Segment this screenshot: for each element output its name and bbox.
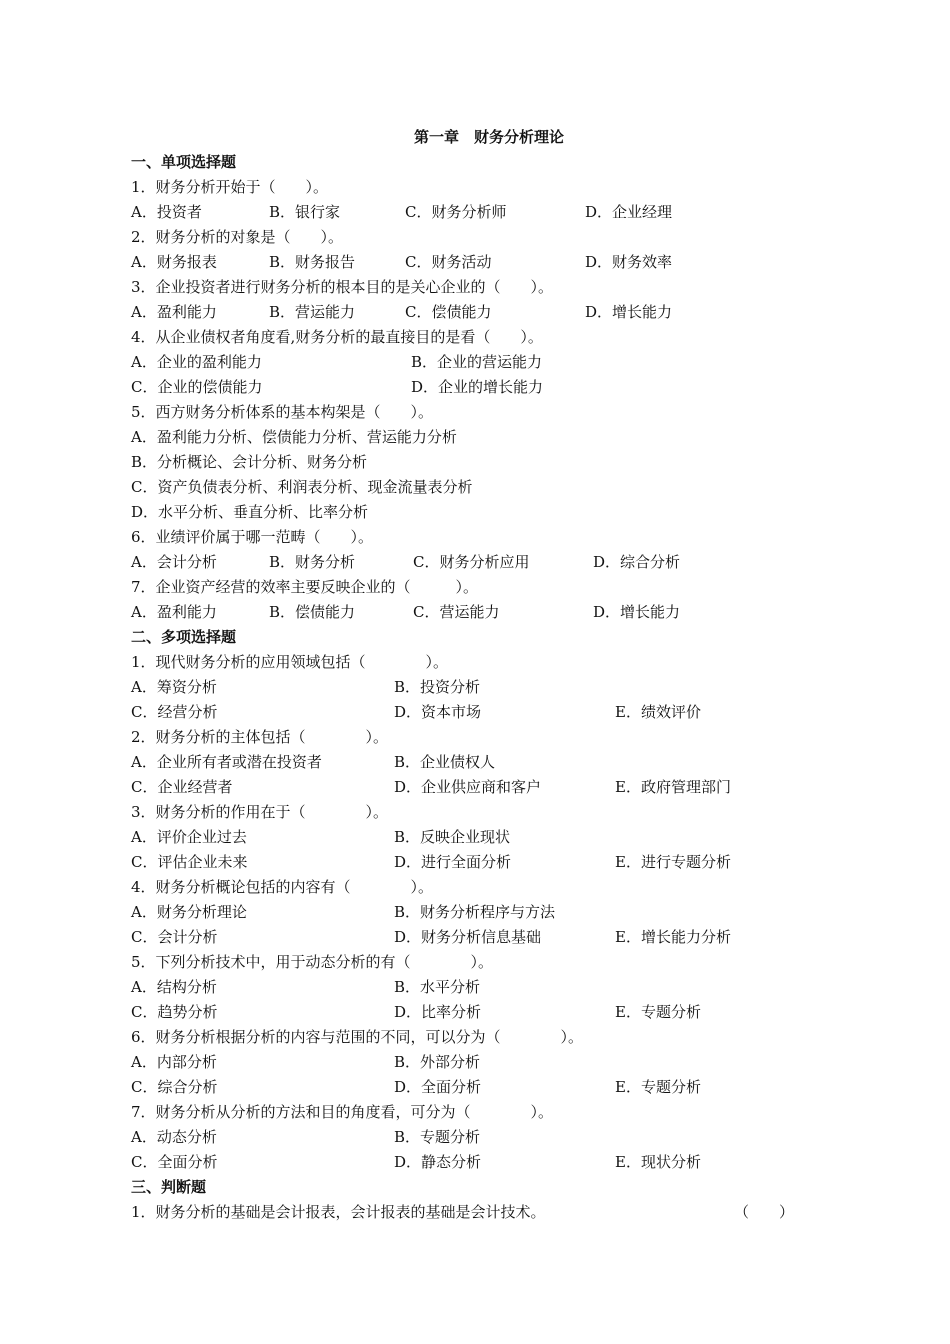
option-c: C．评估企业未来 (131, 853, 248, 871)
option-c: C．财务分析师 (405, 203, 507, 221)
option-c: C．营运能力 (413, 603, 500, 621)
option-d: D．资本市场 (394, 703, 482, 721)
options-row (131, 750, 831, 775)
option-a: A．结构分析 (131, 978, 217, 996)
options-row (131, 550, 831, 575)
option-d: D．增长能力 (593, 603, 681, 621)
option-a: A．动态分析 (131, 1128, 217, 1146)
option-d: D．增长能力 (585, 303, 673, 321)
options-row (131, 1125, 831, 1150)
option-a: A．财务报表 (131, 253, 217, 271)
question-2: 2．财务分析的主体包括（ ）。 (131, 728, 389, 746)
question-7: 7．企业资产经营的效率主要反映企业的（ ）。 (131, 578, 479, 596)
option-a: A．盈利能力 (131, 303, 217, 321)
question-1: 1．财务分析开始于（ ）。 (131, 178, 329, 196)
option-b: B．投资分析 (394, 678, 481, 696)
option-c: C．经营分析 (131, 703, 218, 721)
options-row (131, 300, 831, 325)
option-a: A．会计分析 (131, 553, 217, 571)
question-1: 1．现代财务分析的应用领域包括（ ）。 (131, 653, 449, 671)
option-c: C．资产负债表分析、利润表分析、现金流量表分析 (131, 478, 473, 496)
option-b: B．专题分析 (394, 1128, 481, 1146)
option-b: B．营运能力 (269, 303, 356, 321)
option-d: D．进行全面分析 (394, 853, 512, 871)
question-7: 7．财务分析从分析的方法和目的角度看，可分为（ ）。 (131, 1103, 554, 1121)
options-row (131, 900, 831, 925)
question-6: 6．业绩评价属于哪一范畴（ ）。 (131, 528, 374, 546)
section-heading-single-choice: 一、单项选择题 (131, 153, 237, 171)
option-b: B．企业债权人 (394, 753, 496, 771)
question-1: 1．财务分析的基础是会计报表，会计报表的基础是会计技术。 (131, 1203, 546, 1221)
section-heading-true-false: 三、判断题 (131, 1178, 207, 1196)
options-row (131, 975, 831, 1000)
question-5: 5．西方财务分析体系的基本构架是（ ）。 (131, 403, 434, 421)
option-d: D．企业的增长能力 (411, 378, 544, 396)
option-d: D．全面分析 (394, 1078, 482, 1096)
option-b: B．企业的营运能力 (411, 353, 543, 371)
question-4: 4．从企业债权者角度看,财务分析的最直接目的是看（ ）。 (131, 328, 543, 346)
option-d: D．综合分析 (593, 553, 681, 571)
option-e: E．专题分析 (615, 1078, 701, 1096)
option-c: C．全面分析 (131, 1153, 218, 1171)
option-c: C．企业经营者 (131, 778, 233, 796)
option-c: C．趋势分析 (131, 1003, 218, 1021)
options-row (131, 350, 831, 375)
question-3: 3．企业投资者进行财务分析的根本目的是关心企业的（ ）。 (131, 278, 554, 296)
option-b: B．分析概论、会计分析、财务分析 (131, 453, 368, 471)
section-heading-multiple-choice: 二、多项选择题 (131, 628, 237, 646)
option-a: A．投资者 (131, 203, 202, 221)
option-a: A．企业所有者或潜在投资者 (131, 753, 322, 771)
option-b: B．偿债能力 (269, 603, 356, 621)
option-b: B．反映企业现状 (394, 828, 511, 846)
option-a: A．企业的盈利能力 (131, 353, 262, 371)
option-d: D．静态分析 (394, 1153, 482, 1171)
options-row (131, 675, 831, 700)
options-row (131, 375, 831, 400)
option-a: A．盈利能力分析、偿债能力分析、营运能力分析 (131, 428, 457, 446)
option-b: B．水平分析 (394, 978, 481, 996)
option-a: A．评价企业过去 (131, 828, 247, 846)
options-row (131, 925, 831, 950)
option-a: A．内部分析 (131, 1053, 217, 1071)
option-d: D．财务效率 (585, 253, 673, 271)
options-row (131, 1150, 831, 1175)
question-5: 5．下列分析技术中，用于动态分析的有（ ）。 (131, 953, 494, 971)
option-c: C．偿债能力 (405, 303, 492, 321)
option-e: E．现状分析 (615, 1153, 701, 1171)
option-b: B．财务分析 (269, 553, 356, 571)
question-3: 3．财务分析的作用在于（ ）。 (131, 803, 389, 821)
option-b: B．外部分析 (394, 1053, 481, 1071)
option-e: E．绩效评价 (615, 703, 701, 721)
option-b: B．财务报告 (269, 253, 356, 271)
question-6: 6．财务分析根据分析的内容与范围的不同，可以分为（ ）。 (131, 1028, 584, 1046)
chapter-title: 第一章 财务分析理论 (413, 128, 564, 146)
options-row (131, 1050, 831, 1075)
option-c: C．企业的偿债能力 (131, 378, 263, 396)
option-e: E．进行专题分析 (615, 853, 731, 871)
option-d: D．比率分析 (394, 1003, 482, 1021)
option-e: E．增长能力分析 (615, 928, 731, 946)
option-d: D．财务分析信息基础 (394, 928, 542, 946)
option-d: D．水平分析、垂直分析、比率分析 (131, 503, 369, 521)
option-d: D．企业经理 (585, 203, 673, 221)
option-b: B．财务分析程序与方法 (394, 903, 556, 921)
document-body (131, 150, 831, 1225)
option-a: A．筹资分析 (131, 678, 217, 696)
option-c: C．财务活动 (405, 253, 492, 271)
question-4: 4．财务分析概论包括的内容有（ ）。 (131, 878, 434, 896)
options-row (131, 825, 831, 850)
option-d: D．企业供应商和客户 (394, 778, 542, 796)
option-b: B．银行家 (269, 203, 341, 221)
option-e: E．政府管理部门 (615, 778, 731, 796)
options-row (131, 1075, 831, 1100)
options-row (131, 600, 831, 625)
option-c: C．财务分析应用 (413, 553, 530, 571)
options-row (131, 850, 831, 875)
judge-question-row (131, 1200, 831, 1225)
option-a: A．盈利能力 (131, 603, 217, 621)
answer-blank: （ ） (734, 1203, 795, 1221)
option-e: E．专题分析 (615, 1003, 701, 1021)
options-row (131, 700, 831, 725)
option-c: C．综合分析 (131, 1078, 218, 1096)
option-c: C．会计分析 (131, 928, 218, 946)
question-2: 2．财务分析的对象是（ ）。 (131, 228, 344, 246)
option-a: A．财务分析理论 (131, 903, 247, 921)
options-row (131, 775, 831, 800)
options-row (131, 250, 831, 275)
options-row (131, 200, 831, 225)
options-row (131, 1000, 831, 1025)
